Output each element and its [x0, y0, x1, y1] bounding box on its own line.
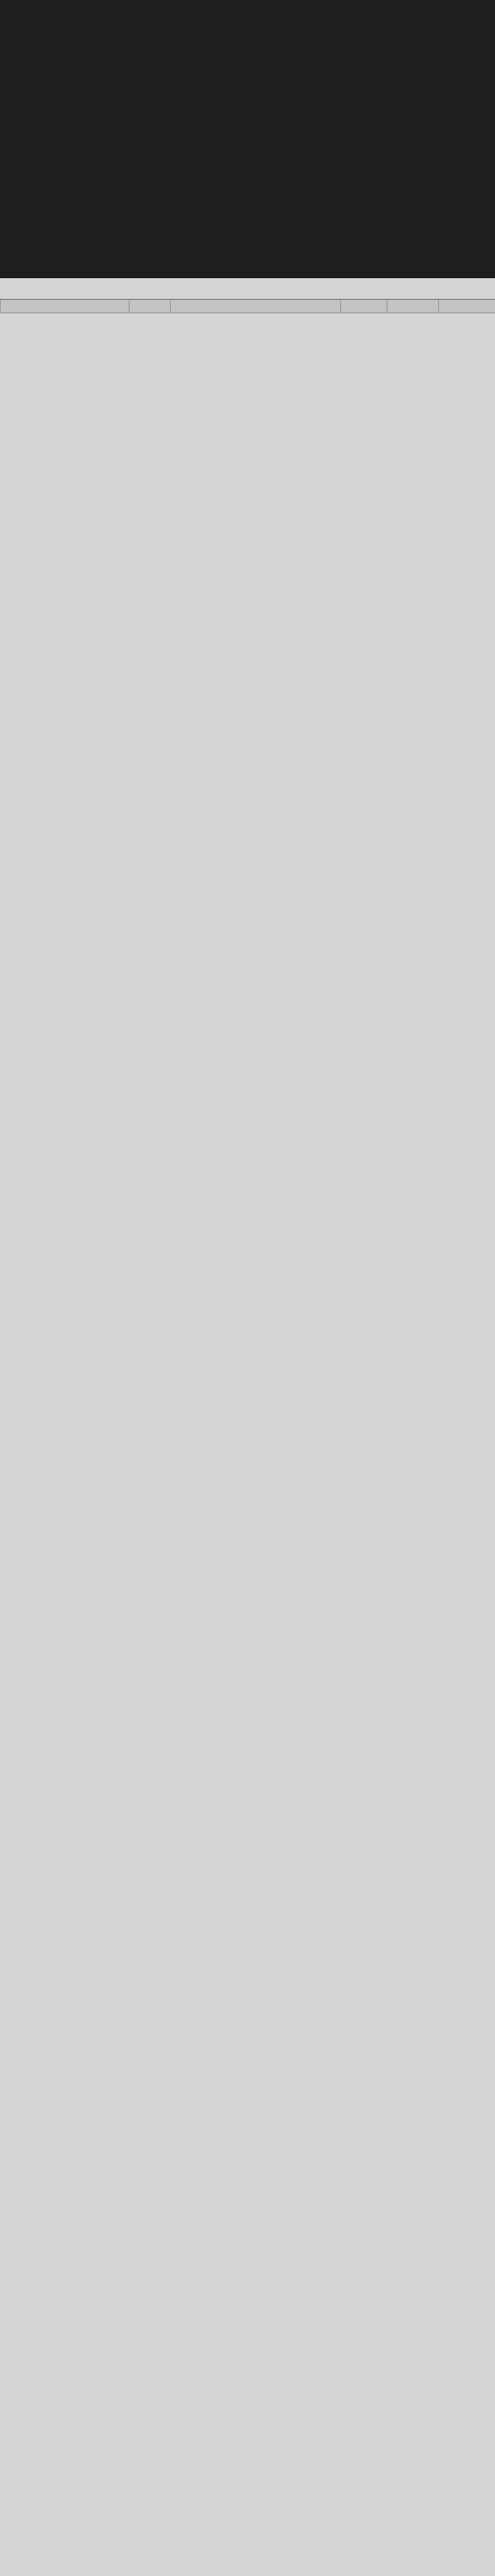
table-title: [0, 278, 495, 299]
column-header: [129, 300, 171, 313]
column-header: [171, 300, 341, 313]
table-header-row: [1, 300, 495, 313]
column-header: [387, 300, 439, 313]
column-header: [1, 300, 129, 313]
statistics-table: [0, 299, 495, 313]
statistics-table-section: [0, 278, 495, 2576]
column-header: [439, 300, 495, 313]
column-header: [341, 300, 387, 313]
